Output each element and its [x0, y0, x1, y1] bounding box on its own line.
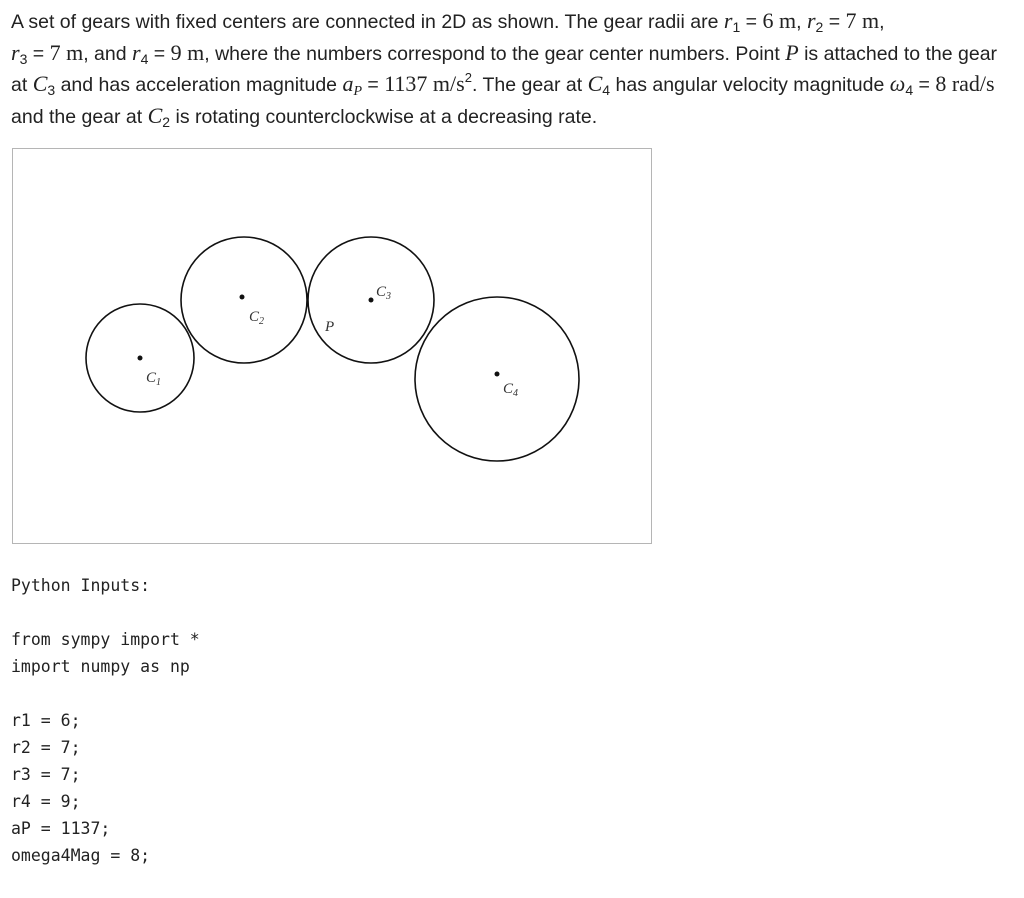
center-dot-c1	[138, 356, 143, 361]
text-omega: . The gear at	[471, 74, 588, 96]
label-c2: $C_2$	[249, 309, 265, 327]
omega4-value: 8 rad/s	[935, 71, 995, 96]
python-inputs-heading: Python Inputs:	[11, 576, 151, 595]
problem-statement: A set of gears with fixed centers are connected in 2D as shown. The gear radii are $r_1 = 6$ m, $r_2 = 7$ m, $r_3 = 7$ m, and $r_4 = 9$ m, where the numbers correspond to the gear center numbers. Point P is attached to the gear at $C_3$ and has acceleration magnitude $a_P = 1137$ $m/s^2$. The gear at $C_4$ has angular velocity magnitude $\omega_4 = 8$ rad/s and the gear at $C_2$ is rotating counterclockwise at a decreasing rate.	[11, 8, 998, 130]
r4-value: 9 m	[170, 39, 205, 65]
input-ap: aP = 1137;	[11, 819, 111, 838]
ap-value: 1137 m/s	[384, 71, 465, 96]
r2-value: 7 m	[845, 8, 880, 33]
text-radii-end: , where the numbers correspond to the gear center numbers. Point	[204, 42, 786, 65]
input-r1: r1 = 6;	[11, 711, 81, 730]
input-r3: r3 = 7;	[11, 765, 81, 784]
gear-4	[415, 297, 579, 461]
center-dot-c4	[495, 372, 500, 377]
import-line-1: from sympy import *	[11, 630, 200, 649]
center-dot-c3	[369, 298, 374, 303]
center-dot-c2	[240, 295, 245, 300]
problem-intro: A set of gears with fixed centers are connected in 2D as shown. The gear radii are	[11, 11, 724, 33]
input-r2: r2 = 7;	[11, 738, 81, 757]
label-c3: $C_3$	[376, 284, 392, 302]
text-end: and the gear at	[11, 105, 148, 128]
label-c1: $C_1$	[146, 370, 162, 388]
r1-value: 6 m	[762, 8, 797, 33]
text-final: is rotating counterclockwise at a decreasing rate.	[170, 105, 598, 128]
r3-value: 7 m	[49, 39, 84, 65]
input-r4: r4 = 9;	[11, 792, 81, 811]
gear-2	[181, 237, 307, 363]
text-attached: is attached to the gear at	[11, 42, 998, 96]
label-c4: $C_4$	[503, 381, 519, 399]
input-omega4: omega4Mag = 8;	[11, 846, 151, 865]
label-p: P	[325, 319, 335, 335]
text-angvel: has angular velocity magnitude	[610, 74, 890, 96]
text-accel: and has acceleration magnitude	[55, 74, 343, 96]
gear-diagram	[12, 148, 652, 544]
import-line-2: import numpy as np	[11, 657, 190, 676]
